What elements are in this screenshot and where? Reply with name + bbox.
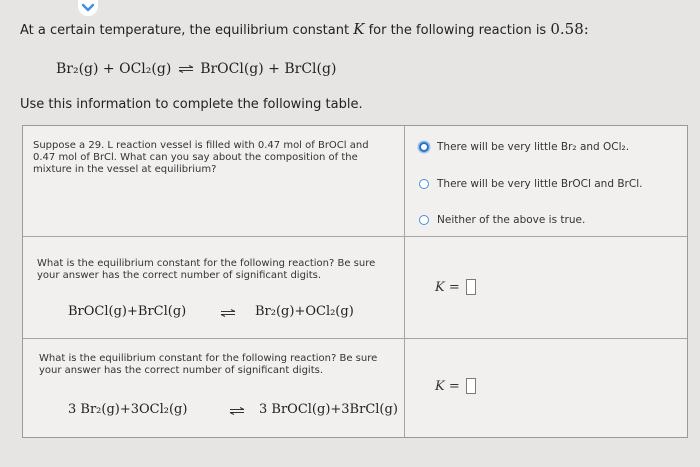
option-label: Neither of the above is true. xyxy=(437,214,586,226)
question-table xyxy=(22,125,688,438)
row2-question: What is the equilibrium constant for the following reaction? Be sure your answer has the correct number of significant digits. xyxy=(37,258,376,281)
row3-reactants: 3 Br₂(g)+3OCl₂(g) xyxy=(68,402,188,417)
column-divider xyxy=(404,126,405,437)
k-label: K = xyxy=(435,378,460,394)
row3-products-wrap xyxy=(259,402,398,417)
row-divider xyxy=(23,338,687,339)
intro-text xyxy=(20,20,589,38)
k-value: 0.58: xyxy=(550,20,589,38)
row1-question: Suppose a 29. L reaction vessel is filled with 0.47 mol of BrOCl and 0.47 mol of BrCl. What can you say about the composition of the mixture in the vessel at equilibrium? xyxy=(33,140,369,175)
chevron-down-icon xyxy=(81,3,95,13)
row2-k-answer xyxy=(435,279,476,295)
radio-selected[interactable] xyxy=(419,142,429,152)
row2-reactants: BrOCl(g)+BrCl(g) xyxy=(68,304,187,319)
top-bar xyxy=(0,0,700,20)
k-input[interactable] xyxy=(466,279,476,295)
intro-prefix: At a certain temperature, the equilibrium constant xyxy=(20,23,350,38)
equilibrium-arrow-icon xyxy=(178,65,194,73)
row2-reaction xyxy=(68,304,186,319)
row2-products: Br₂(g)+OCl₂(g) xyxy=(255,304,354,319)
row3-products: 3 BrOCl(g)+3BrCl(g) xyxy=(259,402,398,417)
radio-unselected[interactable] xyxy=(419,215,429,225)
row3-question: What is the equilibrium constant for the following reaction? Be sure your answer has the correct number of significant digits. xyxy=(39,353,378,376)
collapse-toggle[interactable] xyxy=(78,0,98,16)
option-label: There will be very little Br₂ and OCl₂. xyxy=(437,141,630,153)
row1-option-3[interactable] xyxy=(419,214,585,226)
intro-middle: for the following reaction is xyxy=(368,23,547,38)
k-symbol: K xyxy=(353,20,365,38)
option-label: There will be very little BrOCl and BrCl. xyxy=(437,178,643,190)
reaction-reactants: Br₂(g) + OCl₂(g) xyxy=(56,61,172,77)
k-label: K = xyxy=(435,279,460,295)
main-reaction xyxy=(56,61,336,77)
row1-option-1[interactable] xyxy=(419,141,629,153)
row3-reaction xyxy=(68,402,187,417)
row-divider xyxy=(23,236,687,237)
row1-option-2[interactable] xyxy=(419,178,642,190)
radio-unselected[interactable] xyxy=(419,179,429,189)
equilibrium-arrow-icon xyxy=(220,309,236,317)
instruction-text: Use this information to complete the following table. xyxy=(20,97,363,112)
reaction-products: BrOCl(g) + BrCl(g) xyxy=(200,61,337,77)
equilibrium-arrow-icon xyxy=(229,407,245,415)
k-input[interactable] xyxy=(466,378,476,394)
row3-k-answer xyxy=(435,378,476,394)
row2-products-wrap xyxy=(255,304,354,319)
